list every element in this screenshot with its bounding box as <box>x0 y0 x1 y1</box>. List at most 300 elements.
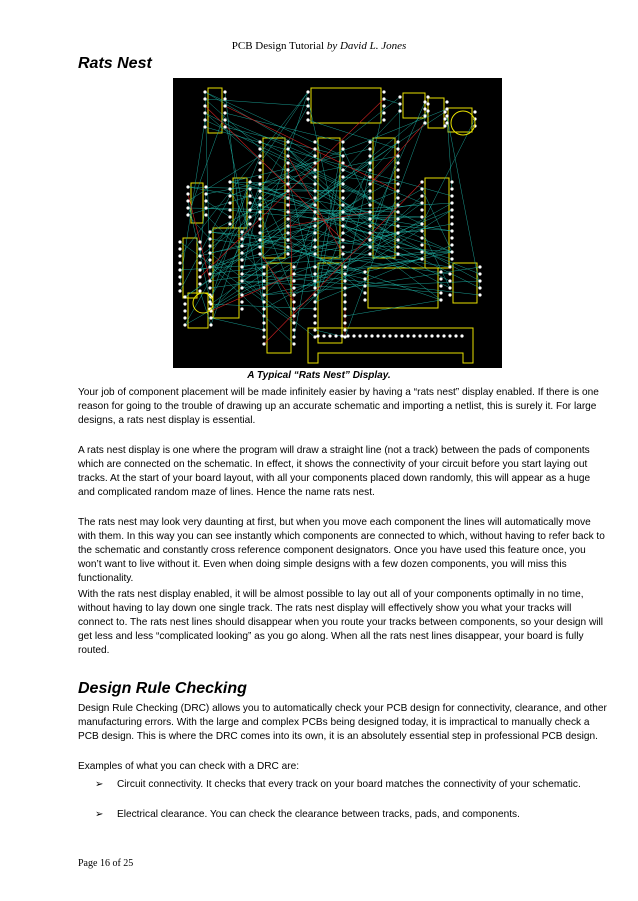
pad <box>286 196 289 199</box>
pad <box>363 284 366 287</box>
pad <box>396 154 399 157</box>
pad <box>420 243 423 246</box>
pad <box>240 300 243 303</box>
pad <box>420 229 423 232</box>
pad <box>204 213 207 216</box>
pad <box>396 224 399 227</box>
pad <box>240 293 243 296</box>
pad <box>203 111 206 114</box>
pad <box>443 124 446 127</box>
ratsnest-line <box>225 127 343 156</box>
pad <box>341 154 344 157</box>
component-outline <box>403 93 425 118</box>
pad <box>258 189 261 192</box>
pad <box>240 244 243 247</box>
pad <box>420 215 423 218</box>
pad <box>450 222 453 225</box>
pad <box>306 104 309 107</box>
pad <box>420 194 423 197</box>
pad <box>450 194 453 197</box>
pad <box>178 254 181 257</box>
pad <box>322 334 325 337</box>
pad <box>454 334 457 337</box>
pad <box>313 286 316 289</box>
pad <box>341 147 344 150</box>
pad <box>424 334 427 337</box>
pad <box>478 293 481 296</box>
ratsnest-line <box>205 127 452 196</box>
pad <box>228 201 231 204</box>
pad <box>286 238 289 241</box>
pad <box>208 272 211 275</box>
pad <box>388 334 391 337</box>
pad <box>423 114 426 117</box>
pad <box>313 224 316 227</box>
pad <box>313 161 316 164</box>
pad <box>209 316 212 319</box>
pad <box>178 268 181 271</box>
pad <box>363 298 366 301</box>
pad <box>443 110 446 113</box>
pad <box>306 111 309 114</box>
pad <box>186 185 189 188</box>
pad <box>286 217 289 220</box>
pad <box>368 147 371 150</box>
ratsnest-line <box>210 232 450 267</box>
pad <box>343 272 346 275</box>
pad <box>198 261 201 264</box>
pad <box>240 237 243 240</box>
pad <box>258 154 261 157</box>
pad <box>363 277 366 280</box>
pad <box>223 90 226 93</box>
pad <box>228 194 231 197</box>
pad <box>382 111 385 114</box>
pad <box>341 168 344 171</box>
arrow-bullet-icon: ➢ <box>95 779 104 790</box>
pad <box>341 210 344 213</box>
pad <box>223 104 226 107</box>
pad <box>450 208 453 211</box>
pad <box>198 268 201 271</box>
pad <box>313 265 316 268</box>
pad <box>439 277 442 280</box>
pad <box>228 222 231 225</box>
pad <box>313 189 316 192</box>
pad <box>183 302 186 305</box>
pad <box>313 314 316 317</box>
pad <box>183 295 186 298</box>
pad <box>448 286 451 289</box>
pad <box>396 217 399 220</box>
pad <box>396 196 399 199</box>
pad <box>248 222 251 225</box>
paragraph: The rats nest may look very daunting at first, but when you move each component the lines will automatically move with them. In this way you can see instantly which components are connected to which, without having to refer back to the schematic and constantly cross reference component designators. Once you have used this feature once, you won’t want to live without it. Even when doing simple designs with a few dozen components, you will miss this functionality. <box>78 517 605 584</box>
pad <box>439 298 442 301</box>
pad <box>450 180 453 183</box>
pad <box>382 334 385 337</box>
ratsnest-line <box>188 196 250 215</box>
pad <box>368 189 371 192</box>
pad <box>262 335 265 338</box>
pad <box>396 147 399 150</box>
pad <box>368 161 371 164</box>
pad <box>286 182 289 185</box>
pad <box>262 286 265 289</box>
pad <box>313 217 316 220</box>
pad <box>368 140 371 143</box>
pad <box>286 168 289 171</box>
pad <box>208 265 211 268</box>
component-outline <box>183 238 197 298</box>
pad <box>258 238 261 241</box>
pad <box>203 125 206 128</box>
pad <box>396 189 399 192</box>
pad <box>394 334 397 337</box>
pad <box>443 117 446 120</box>
pad <box>341 161 344 164</box>
pad <box>423 100 426 103</box>
pad <box>396 175 399 178</box>
ratsnest-line <box>365 281 480 286</box>
pad <box>343 279 346 282</box>
header-title: PCB Design Tutorial <box>231 40 325 52</box>
pad <box>396 238 399 241</box>
pad <box>445 114 448 117</box>
ratsnest-line <box>225 120 264 309</box>
pad <box>204 192 207 195</box>
pad <box>258 168 261 171</box>
pad <box>208 286 211 289</box>
pad <box>262 300 265 303</box>
pad <box>313 328 316 331</box>
pad <box>248 194 251 197</box>
component-outline <box>311 88 381 123</box>
pad <box>313 245 316 248</box>
pad <box>398 102 401 105</box>
pad <box>258 210 261 213</box>
pad <box>208 230 211 233</box>
pad <box>382 90 385 93</box>
pad <box>396 210 399 213</box>
pad <box>223 125 226 128</box>
pad <box>448 265 451 268</box>
pad <box>430 334 433 337</box>
pad <box>450 257 453 260</box>
pad <box>292 272 295 275</box>
pad <box>334 334 337 337</box>
pad <box>420 236 423 239</box>
pad <box>292 342 295 345</box>
pad <box>363 291 366 294</box>
pad <box>313 335 316 338</box>
pad <box>442 334 445 337</box>
page-number: Page 16 of 25 <box>78 858 134 869</box>
pad <box>343 293 346 296</box>
pad <box>439 284 442 287</box>
pad <box>313 252 316 255</box>
pad <box>420 222 423 225</box>
pad <box>370 334 373 337</box>
pad <box>358 334 361 337</box>
pad <box>341 231 344 234</box>
pad <box>286 203 289 206</box>
pad <box>292 286 295 289</box>
pad <box>292 293 295 296</box>
pad <box>204 206 207 209</box>
pad <box>183 323 186 326</box>
pad <box>398 109 401 112</box>
pad <box>341 175 344 178</box>
pad <box>248 180 251 183</box>
pad <box>208 279 211 282</box>
pad <box>368 210 371 213</box>
pad <box>292 328 295 331</box>
ratsnest-line <box>343 97 400 142</box>
pad <box>183 316 186 319</box>
pad <box>198 282 201 285</box>
pad <box>396 168 399 171</box>
pad <box>208 258 211 261</box>
pad <box>292 321 295 324</box>
pad <box>313 293 316 296</box>
pad <box>341 238 344 241</box>
pcb-ratsnest-image <box>173 78 502 368</box>
pad <box>328 334 331 337</box>
pad <box>286 175 289 178</box>
pad <box>420 201 423 204</box>
pad <box>450 187 453 190</box>
pad <box>203 97 206 100</box>
paragraph: Your job of component placement will be made infinitely easier by having a “rats nest” display enabled. If there is one reason for going to the trouble of drawing up an accurate schematic and importing a netlist, this is surely it. For large designs, a rats nest display is essential. <box>78 387 599 426</box>
pad <box>313 140 316 143</box>
pad <box>178 261 181 264</box>
pad <box>450 215 453 218</box>
pad <box>186 199 189 202</box>
pad <box>262 293 265 296</box>
pad <box>292 300 295 303</box>
pad <box>240 265 243 268</box>
bullet-text: Circuit connectivity. It checks that every track on your board matches the connectivity of your schematic. <box>117 779 581 790</box>
pad <box>258 140 261 143</box>
pad <box>343 265 346 268</box>
pad <box>262 321 265 324</box>
pad <box>368 217 371 220</box>
pad <box>341 224 344 227</box>
component-outline <box>453 263 477 303</box>
pad <box>439 291 442 294</box>
pad <box>258 252 261 255</box>
section-title-drc: Design Rule Checking <box>78 680 247 697</box>
pad <box>398 95 401 98</box>
pad <box>228 180 231 183</box>
pad <box>420 187 423 190</box>
pad <box>198 240 201 243</box>
pad <box>313 307 316 310</box>
pad <box>423 121 426 124</box>
running-header <box>0 40 638 52</box>
pad <box>313 321 316 324</box>
pad <box>306 118 309 121</box>
pad <box>286 210 289 213</box>
pad <box>208 251 211 254</box>
pad <box>258 203 261 206</box>
pad <box>186 192 189 195</box>
pad <box>341 245 344 248</box>
pad <box>445 100 448 103</box>
pad <box>376 334 379 337</box>
pad <box>240 279 243 282</box>
pad <box>423 107 426 110</box>
pad <box>258 231 261 234</box>
pad <box>341 217 344 220</box>
pad <box>240 307 243 310</box>
pad <box>286 252 289 255</box>
pad <box>450 250 453 253</box>
pad <box>368 154 371 157</box>
arrow-bullet-icon: ➢ <box>95 809 104 820</box>
pad <box>178 247 181 250</box>
pad <box>306 97 309 100</box>
pad <box>341 182 344 185</box>
pad <box>306 90 309 93</box>
pad <box>313 182 316 185</box>
pad <box>286 161 289 164</box>
pad <box>450 229 453 232</box>
pad <box>450 236 453 239</box>
pad <box>204 199 207 202</box>
pad <box>382 97 385 100</box>
pad <box>286 231 289 234</box>
pad <box>292 265 295 268</box>
pad <box>363 270 366 273</box>
pad <box>286 245 289 248</box>
pad <box>426 95 429 98</box>
pad <box>448 279 451 282</box>
pad <box>286 140 289 143</box>
pad <box>478 279 481 282</box>
pad <box>198 254 201 257</box>
pad <box>436 334 439 337</box>
pad <box>228 215 231 218</box>
pad <box>223 97 226 100</box>
pad <box>286 224 289 227</box>
pad <box>368 224 371 227</box>
pad <box>198 275 201 278</box>
pad <box>313 147 316 150</box>
pad <box>262 342 265 345</box>
pad <box>352 334 355 337</box>
pad <box>313 279 316 282</box>
pad <box>313 272 316 275</box>
pad <box>178 289 181 292</box>
pad <box>346 334 349 337</box>
ratsnest-line <box>211 318 264 330</box>
section-title-rats-nest: Rats Nest <box>78 55 152 72</box>
pad <box>341 140 344 143</box>
pad <box>313 231 316 234</box>
pad <box>412 334 415 337</box>
pad <box>445 121 448 124</box>
pad <box>203 118 206 121</box>
pad <box>209 302 212 305</box>
pad <box>292 279 295 282</box>
pad <box>420 180 423 183</box>
pad <box>178 240 181 243</box>
pad <box>439 270 442 273</box>
pad <box>208 244 211 247</box>
pad <box>178 282 181 285</box>
pad <box>240 272 243 275</box>
pad <box>420 208 423 211</box>
pad <box>343 300 346 303</box>
pad <box>258 245 261 248</box>
pad <box>450 201 453 204</box>
pad <box>473 110 476 113</box>
pad <box>183 309 186 312</box>
pad <box>382 118 385 121</box>
pad <box>448 293 451 296</box>
pad <box>364 334 367 337</box>
pad <box>186 206 189 209</box>
pad <box>340 334 343 337</box>
pad <box>262 314 265 317</box>
pad <box>258 217 261 220</box>
pad <box>248 201 251 204</box>
pad <box>400 334 403 337</box>
pad <box>341 189 344 192</box>
pad <box>396 182 399 185</box>
pad <box>406 334 409 337</box>
pad <box>396 140 399 143</box>
pad <box>186 213 189 216</box>
pad <box>203 90 206 93</box>
pad <box>240 258 243 261</box>
pad <box>478 272 481 275</box>
pad <box>208 237 211 240</box>
pad <box>450 243 453 246</box>
ratsnest-line <box>205 99 308 106</box>
ratsnest-line <box>260 92 308 163</box>
pad <box>313 203 316 206</box>
pad <box>286 147 289 150</box>
pad <box>286 154 289 157</box>
pad <box>448 272 451 275</box>
pad <box>258 196 261 199</box>
pad <box>368 182 371 185</box>
pad <box>258 175 261 178</box>
pad <box>343 286 346 289</box>
pad <box>223 111 226 114</box>
pad <box>316 334 319 337</box>
paragraph: Examples of what you can check with a DRC are: <box>78 761 300 772</box>
pad <box>382 104 385 107</box>
pad <box>248 208 251 211</box>
pad <box>313 154 316 157</box>
pad <box>396 245 399 248</box>
pad <box>478 265 481 268</box>
pad <box>418 334 421 337</box>
paragraph: With the rats nest display enabled, it will be almost possible to lay out all of your components optimally in no time, without having to lay down one single track. The rats nest display will effectively show you what your tracks will connect to. The rats nest lines should disappear when you route your tracks between components, so your design will get less and less “complicated looking” as you go along. When all the rats nest lines disappear, your board is fully routed. <box>78 589 603 656</box>
pad <box>248 215 251 218</box>
pad <box>313 175 316 178</box>
pad <box>368 203 371 206</box>
pad <box>341 252 344 255</box>
pad <box>343 335 346 338</box>
pad <box>396 252 399 255</box>
ratsnest-line <box>205 113 288 184</box>
pad <box>313 210 316 213</box>
